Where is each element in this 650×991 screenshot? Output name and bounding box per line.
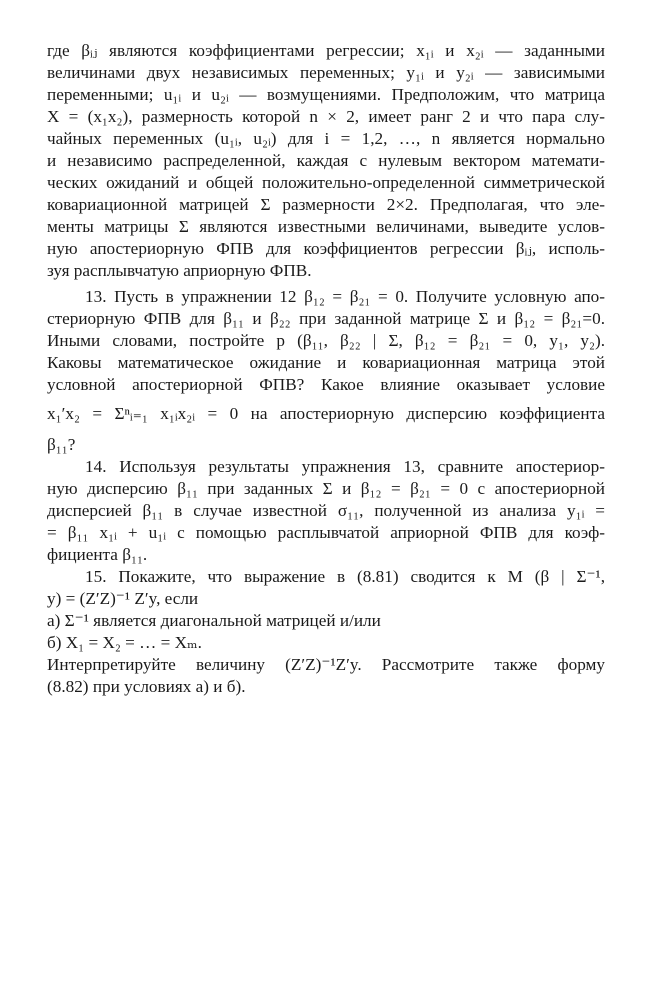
- text-line: величинами двух независимых переменных; y₁ᵢ и y₂ᵢ — зависимыми: [47, 63, 605, 82]
- text-line: чайных переменных (u₁ᵢ, u₂ᵢ) для i = 1,2, …, n является нормально: [47, 129, 605, 148]
- text-line: дисперсией β₁₁ в случае известной σ₁₁, полученной из анализа y₁ᵢ =: [47, 501, 605, 520]
- text-line: ковариационной матрицей Σ размерности 2×2. Предполагая, что эле-: [47, 195, 605, 214]
- text-line: стериорную ФПВ для β₁₁ и β₂₂ при заданной матрице Σ и β₁₂ = β₂₁=0.: [47, 309, 605, 328]
- text-line: X = (x₁x₂), размерность которой n × 2, имеет ранг 2 и что пара слу-: [47, 107, 605, 126]
- exercise-13-heading-line: 13. Пусть в упражнении 12 β₁₂ = β₂₁ = 0. Получите условную апо-: [85, 287, 605, 306]
- formula-line: x₁′x₂ = Σⁿᵢ₌₁ x₁ᵢx₂ᵢ = 0 на апостериорную дисперсию коэффициента: [47, 404, 605, 423]
- exercise-15-heading-line: 15. Покажите, что выражение в (8.81) сводится к M (β | Σ⁻¹,: [85, 567, 605, 586]
- list-item-a: а) Σ⁻¹ является диагональной матрицей и/или: [47, 611, 381, 630]
- text-line: Иными словами, постройте p (β₁₁, β₂₂ | Σ, β₁₂ = β₂₁ = 0, y₁, y₂).: [47, 331, 605, 350]
- text-line: фициента β₁₁.: [47, 545, 148, 564]
- text-line: зуя расплывчатую априорную ФПВ.: [47, 261, 312, 280]
- text-line: переменными; u₁ᵢ и u₂ᵢ — возмущениями. Предположим, что матрица: [47, 85, 605, 104]
- text-line: Каковы математическое ожидание и ковариационная матрица этой: [47, 353, 605, 372]
- text-line: = β₁₁ x₁ᵢ + u₁ᵢ с помощью расплывчатой априорной ФПВ для коэф-: [47, 523, 605, 542]
- text-line: Интерпретируйте величину (Z′Z)⁻¹Z′y. Рассмотрите также форму: [47, 655, 605, 674]
- text-line: ческих ожиданий и общей положительно-определенной симметрической: [47, 173, 605, 192]
- text-line: ную апостериорную ФПВ для коэффициентов регрессии βᵢⱼ, исполь-: [47, 239, 605, 258]
- text-line: y) = (Z′Z)⁻¹ Z′y, если: [47, 589, 199, 608]
- text-line: ную дисперсию β₁₁ при заданных Σ и β₁₂ = β₂₁ = 0 с апостериорной: [47, 479, 605, 498]
- exercise-14-heading-line: 14. Используя результаты упражнения 13, сравните апостериор-: [85, 457, 605, 476]
- text-line: где βᵢⱼ являются коэффициентами регрессии; x₁ᵢ и x₂ᵢ — заданными: [47, 41, 605, 60]
- text-line: менты матрицы Σ являются известными величинами, выведите услов-: [47, 217, 605, 236]
- text-line: и независимо распределенной, каждая с нулевым вектором математи-: [47, 151, 605, 170]
- list-item-b: б) X₁ = X₂ = … = Xₘ.: [47, 633, 202, 652]
- text-line: (8.82) при условиях а) и б).: [47, 677, 246, 696]
- text-line: условной апостериорной ФПВ? Какое влияние оказывает условие: [47, 375, 605, 394]
- text-line: β₁₁?: [47, 435, 76, 454]
